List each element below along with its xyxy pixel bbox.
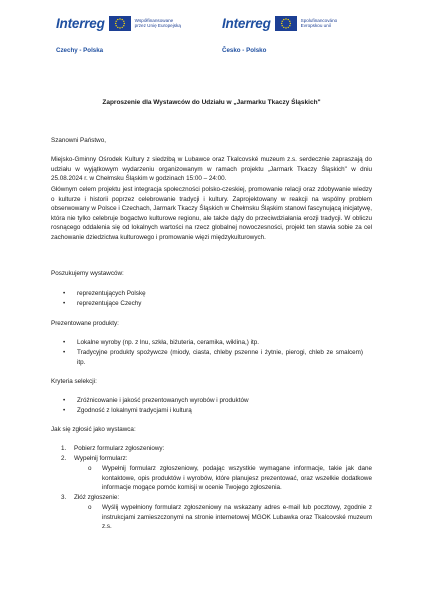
- interreg-wordmark: Interreg: [222, 15, 271, 31]
- intro-paragraph: Miejsko-Gminny Ośrodek Kultury z siedzibą w Lubawce oraz Tkalcovské muzeum z.s. serdecznie zapraszają do udziału w wyjątkowym wydarzeniu organizowanym w ramach projektu „Jarmark Tkaczy Śląskich" w dniu 25.08.2024 r. w Chełmsku Śląskim w godzinach 15:00 – 24:00.: [51, 156, 372, 183]
- bullet-icon: •: [63, 407, 66, 414]
- step-item: 2. Wypełnij formularz:: [61, 455, 128, 462]
- list-item: • Zróżnicowanie i jakość prezentowanych wyrobów i produktów: [63, 397, 249, 404]
- country-label: Česko - Polsko: [222, 47, 267, 54]
- products-label: Prezentowane produkty:: [51, 320, 119, 327]
- bullet-icon: •: [63, 349, 66, 356]
- eu-cofinancing-text: Spolufinancováno Evropskou unií: [300, 17, 338, 28]
- interreg-wordmark: Interreg: [56, 15, 105, 31]
- greeting: Szanowni Państwo,: [51, 137, 106, 144]
- goal-paragraph: Głównym celem projektu jest integracja społeczności polsko-czeskiej, promowanie relacji oraz zdobywanie wiedzy o kulturze i historii poprzez celebrowanie tradycji i kultury. Zaprojektowany w reakcji na wspólny problem obserwowany w Polsce i Czechach, Jarmark Tkaczy Śląskich w Chełmsku Śląskim stanowi fascynującą inicjatywę, która nie tylko celebruje bogactwo kulturowe regionu, ale także dąży do przeciwdziałania erozji tradycji. W obliczu rosnącego oddalenia się od lokalnych wartości na rzecz globalnej nowoczesności, projekt ten stawia sobie za cel zachowanie dziedzictwa kulturowego i promowanie więzi międzykulturowych.: [51, 186, 372, 241]
- bullet-icon: •: [63, 290, 66, 297]
- step-item: 1. Pobierz formularz zgłoszeniowy:: [61, 445, 165, 452]
- bullet-icon: •: [63, 397, 66, 404]
- list-item: • reprezentujące Czechy: [63, 300, 142, 307]
- circle-bullet-icon: o: [88, 465, 92, 472]
- eu-cofinancing-text: Współfinansowane przez Unię Europejską: [134, 17, 181, 28]
- interreg-logo-pl: [56, 12, 195, 54]
- list-item: • Tradycyjne produkty spożywcze (miody, ciasta, chleby pszenne i żytnie, pierogi, chleb ze smalcem) itp.: [63, 349, 363, 366]
- step-item: 3. Złóż zgłoszenie:: [61, 494, 120, 501]
- sub-item: o Wyślij wypełniony formularz zgłoszeniowy na wskazany adres e-mail lub pocztowy, zgodnie z instrukcjami zamieszczonymi na stronie internetowej MGOK Lubawka oraz Tkalcovské muzeum z.s.: [88, 504, 372, 531]
- list-item: • reprezentujących Polskę: [63, 290, 146, 297]
- interreg-logo-cz: [222, 12, 361, 54]
- eu-flag-icon: [275, 16, 297, 31]
- eu-flag-icon: [109, 16, 131, 31]
- list-item: • Lokalne wyroby (np. z lnu, szkła, biżuteria, ceramika, wiklina,) itp.: [63, 339, 259, 346]
- bullet-icon: •: [63, 339, 66, 346]
- seeking-label: Poszukujemy wystawców:: [51, 270, 124, 277]
- document-title: Zaproszenie dla Wystawców do Udziału w „Jarmarku Tkaczy Śląskich": [102, 99, 321, 106]
- howto-label: Jak się zgłosić jako wystawca:: [51, 426, 136, 433]
- list-item: • Zgodność z lokalnymi tradycjami i kulturą: [63, 407, 192, 414]
- criteria-label: Kryteria selekcji:: [51, 378, 97, 385]
- bullet-icon: •: [63, 300, 66, 307]
- country-label: Czechy - Polska: [56, 47, 104, 54]
- header-logos: [56, 12, 386, 62]
- circle-bullet-icon: o: [88, 504, 92, 511]
- sub-item: o Wypełnij formularz zgłoszeniowy, podając wszystkie wymagane informacje, takie jak dane kontaktowe, opis produktów i wyrobów, które planujesz prezentować, oraz wszelkie dodatkowe informacje mogące pomóc komisji w ocenie Twojego zgłoszenia.: [88, 465, 372, 492]
